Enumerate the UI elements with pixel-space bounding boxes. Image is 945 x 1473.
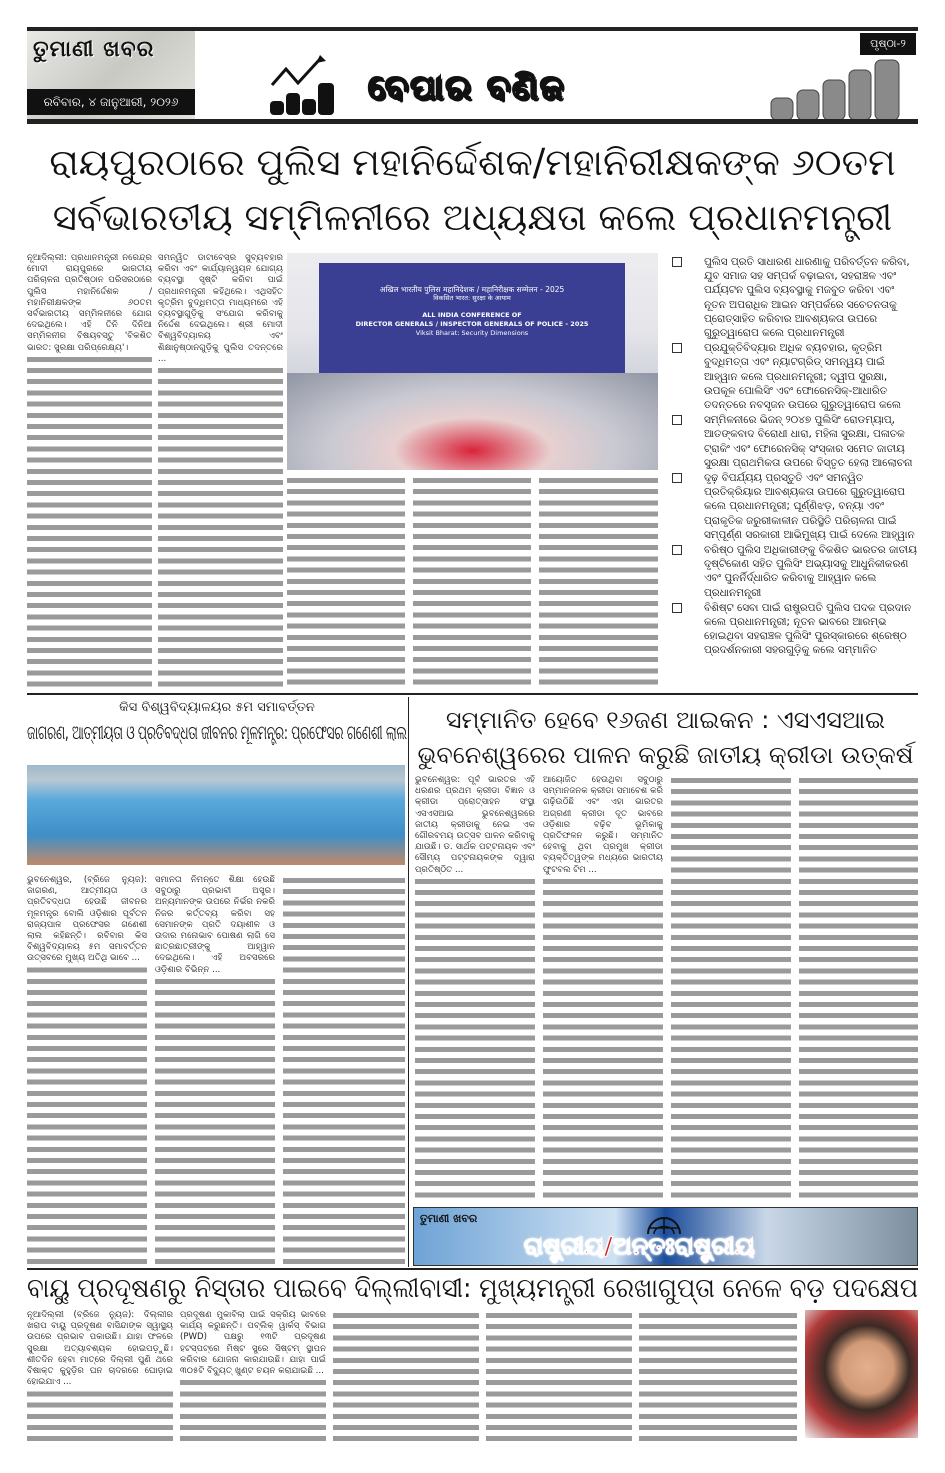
ssai-column-1: [415, 775, 535, 1200]
key-point-text: ପ୍ରଯୁକ୍ତିବିଦ୍ୟାର ଅଧିକ ବ୍ୟବହାର, କୃତ୍ରିମ ବୁଦ୍ଧିମତ୍ତା ଏବଂ ନ୍ୟାଟଗ୍ରିଡ୍ ସମନ୍ୱୟ ପାଇଁ ଆହ୍ୱାନ କଲେ ପ୍ରଧାନମନ୍ତ୍ରୀ; ଦ୍ୱୀପ ସୁରକ୍ଷା, ଉପକୂଳ ପୋଲିସିଂ ଏବଂ ଫୋରେନସିକ୍-ଆଧାରିତ ତଦନ୍ତରେ ନବସୃଜନ ଉପରେ ଗୁରୁତ୍ୱାରୋପ କଲେ: [704, 342, 901, 412]
lead-column-5: [539, 475, 658, 688]
key-point-text: ବରିଷ୍ଠ ପୁଲିସ ଅଧିକାରୀଙ୍କୁ ବିକଶିତ ଭାରତର ଜାତୀୟ ଦୃଷ୍ଟିକୋଣ ସହିତ ପୁଲିସିଂ ଅଭ୍ୟାସକୁ ଆଧୁନିକୀକରଣ ଏବଂ ପୁନର୍ନିର୍ଦ୍ଧାରିତ କରିବାକୁ ଆହ୍ୱାନ କଲେ ପ୍ରଧାନମନ୍ତ୍ରୀ: [704, 544, 917, 599]
coin-stacks-image: [765, 58, 918, 120]
delhi-column-1: [27, 1310, 173, 1445]
key-point: [670, 341, 918, 412]
delhi-column-5: [639, 1310, 797, 1445]
key-point: [670, 413, 918, 470]
banner-english-line-3: Viksit Bharat: Security Dimensions: [415, 329, 529, 337]
growth-chart-coins-icon: [268, 55, 348, 117]
ssai-paragraph: ଆୟୋଜିତ ହେଉଥିବା ସବୁଠାରୁ ସମ୍ମାନଜନକ କ୍ରୀଡା ସମାବେଶ କରି ଗଢ଼ିଉଠିଛି ଏବଂ ଏହା ଭାରତର ଅଗ୍ରଣୀ କ୍ରୀଡା ଦୂତ ଭାବରେ ଓଡ଼ିଶାର ବଢ଼ିବ ଭୂମିକାକୁ ପ୍ରତିଫଳନ କରୁଛି। ସମ୍ମାନିତ ହେବାକୁ ଥିବା ପ୍ରମୁଖ କ୍ରୀଡା ବ୍ୟକ୍ତିତ୍ୱଙ୍କ ମଧ୍ୟରେ ଭାରତୀୟ ଫୁଟବଲ ଟିମ ...: [543, 775, 663, 875]
banner-hindi-subtitle: विकसित भारत: सुरक्षा के आयाम: [433, 294, 511, 302]
section-divider: [27, 693, 918, 695]
lead-headline-line-1: ରାୟପୁରଠାରେ ପୁଲିସ ମହାନିର୍ଦ୍ଦେଶକ/ମହାନିରୀକ୍ଷକଙ୍କ ୬୦ତମ: [49, 141, 896, 184]
conference-photo: [287, 253, 658, 470]
key-point-text: ବିଶିଷ୍ଟ ସେବା ପାଇଁ ରାଷ୍ଟ୍ରପତି ପୁଲିସ ପଦକ ପ୍ରଦାନ କଲେ ପ୍ରଧାନମନ୍ତ୍ରୀ; ନୂତନ ଭାବରେ ଆରମ୍ଭ ହୋଇଥିବା ସହରାଞ୍ଚଳ ପୁଲିସିଂ ପୁରସ୍କାରରେ ଶ୍ରେଷ୍ଠ ପ୍ରଦର୍ଶନକାରୀ ସହରଗୁଡ଼ିକୁ କଲେ ସମ୍ମାନିତ: [704, 601, 912, 657]
national-international-banner: [413, 1207, 918, 1266]
convocation-kicker: କିସ ବିଶ୍ୱବିଦ୍ୟାଳୟର ୫ମ ସମାବର୍ତ୍ତନ: [119, 700, 315, 715]
lead-headline-line-2: ସର୍ବଭାରତୀୟ ସମ୍ମିଳନୀରେ ଅଧ୍ୟକ୍ଷତା କଲେ ପ୍ରଧାନମନ୍ତ୍ରୀ: [52, 196, 893, 239]
convocation-column-2: [155, 875, 275, 1265]
banner-english-line-1: ALL INDIA CONFERENCE OF: [422, 311, 522, 319]
convocation-headline: ଜାଗରଣ, ଆତ୍ମୀୟତା ଓ ପ୍ରତିବଦ୍ଧତା ଜୀବନର ମୂଳମନ୍ତ୍ର: ପ୍ରଫେସର ଗଣେଶୀ ଲାଲ: [27, 722, 407, 744]
delhi-column-2: [180, 1310, 326, 1445]
convocation-paragraph: ଭୁବନେଶ୍ୱର, (ବ୍ରିଜେ ନ୍ୟୁଜ): ଜାଗରଣ, ଆତ୍ମୀୟତା ଓ ପ୍ରତିବଦ୍ଧତା ହେଉଛି ଜୀବନର ମୂଳମନ୍ତ୍ର ବୋଲି ଓଡ଼ିଶାର ପୂର୍ବତନ ରାଜ୍ୟପାଳ ପ୍ରଫେସର ଗଣେଶୀ ଲାଲ କହିଛନ୍ତି। ରବିବାର କିସ ବିଶ୍ୱବିଦ୍ୟାଳୟ ୫ମ ସମାବର୍ତ୍ତନ ଉତ୍ସବରେ ମୁଖ୍ୟ ଅତିଥି ଭାବେ ...: [27, 875, 147, 964]
convocation-paragraph: ସମାନତା ନିମନ୍ତେ ଶିକ୍ଷା ହେଉଛି ସବୁଠାରୁ ପ୍ରଭାବୀ ଅସ୍ତ୍ର। ଅନ୍ୟମାନଙ୍କ ଉପରେ ନିର୍ଭର ନକରି ନିଜର କର୍ତ୍ତବ୍ୟ କରିବା ସହ ସେମାନଙ୍କ ପ୍ରତି ଦୟାଶୀଳ ଓ ଉଦାର ମନୋଭାବ ପୋଷଣ ଲାଗି ସେ ଛାତ୍ରଛାତ୍ରୀଙ୍କୁ ଆହ୍ୱାନ ଦେଇଥିଲେ। ଏହି ଅବସରରେ ଓଡ଼ିଶାର ବିଭିନ୍ନ ...: [155, 875, 275, 975]
ssai-headline-line-2: ଭୁବନେଶ୍ୱରେର ପାଳନ କରୁଛି ଜାତୀୟ କ୍ରୀଡା ଉତ୍କର୍ଷ: [417, 741, 914, 769]
key-point: [670, 543, 918, 600]
masthead-bottom-rule: [27, 119, 918, 124]
lead-paragraph: ସମନ୍ୱିତ ଡାଟାବେସ୍‌ର ସୁବ୍ୟବହାର କରିବା ଏବଂ କାର୍ଯ୍ୟାନ୍ୱୟନ ଯୋଗ୍ୟ ବ୍ୟବସ୍ଥା ସୃଷ୍ଟି କରିବା ପାଇଁ ପ୍ରଧାନମନ୍ତ୍ରୀ କହିଥିଲେ। ଏଥିସହିତ କୃତ୍ରିମ ବୁଦ୍ଧିମତ୍ତା ମାଧ୍ୟମରେ ଏହି ବ୍ୟବସ୍ଥାଗୁଡ଼ିକୁ ସଂଯୋଗ କରିବାକୁ ନିର୍ଦ୍ଦେଶ ଦେଇଥିଲେ। ଶ୍ରୀ ମୋଦୀ ବିଶ୍ୱବିଦ୍ୟାଳୟ ଏବଂ ଶିକ୍ଷାନୁଷ୍ଠାନଗୁଡ଼ିକୁ ପୁଲିସ ତଦନ୍ତରେ ...: [158, 253, 283, 364]
banner-english-line-2: DIRECTOR GENERALS / INSPECTOR GENERALS OF POLICE - 2025: [355, 320, 589, 328]
ssai-column-4: [799, 775, 918, 1200]
lead-paragraph: ନୂଆଦିଲ୍ଲୀ: ପ୍ରଧାନମନ୍ତ୍ରୀ ନରେନ୍ଦ୍ର ମୋଦୀ ରାୟପୁରରେ ଭାରତୀୟ ପରିଚାଳନା ପ୍ରତିଷ୍ଠାନ ପରିସରଠାରେ ପୁଲିସ ମହାନିର୍ଦ୍ଦେଶକ / ମହାନିରୀକ୍ଷକଙ୍କ ୬୦ତମ ସର୍ବଭାରତୀୟ ସମ୍ମିଳନୀରେ ଯୋଗ ଦେଇଥିଲେ। ଏହି ତିନି ଦିନିଆ ସମ୍ମିଳନୀର ବିଷୟବସ୍ତୁ 'ବିକଶିତ ଭାରତ: ସୁରକ୍ଷା ପରିପ୍ରେକ୍ଷ୍ୟ'।: [27, 253, 152, 353]
ssai-headline-line-1: ସମ୍ମାନିତ ହେବେ ୧୬ଜଣ ଆଇକନ : ଏସଏସଆଇ: [445, 706, 886, 734]
convocation-photo: [27, 765, 405, 865]
newspaper-name: ତୁମାଣୀ ଖବର: [33, 37, 155, 62]
lead-column-3: [287, 475, 405, 688]
conference-table-flowers: [287, 373, 658, 470]
key-point-text: ପୁଲିସ ପ୍ରତି ସାଧାରଣ ଧାରଣାକୁ ପରିବର୍ତ୍ତନ କରିବା, ଯୁବ ସମାଜ ସହ ସମ୍ପର୍କ ବଢ଼ାଇବା, ସହରାଞ୍ଚଳ ଏବଂ ପର୍ଯ୍ୟଟନ ପୁଲିସ ବ୍ୟବସ୍ଥାକୁ ମଜବୁତ କରିବା ଏବଂ ନୂତନ ଅପରାଧିକ ଆଇନ ସମ୍ପର୍କରେ ସଚେତନତାକୁ ପ୍ରୋତ୍ସାହିତ କରିବାର ଆବଶ୍ୟକତା ଉପରେ ଗୁରୁତ୍ୱାରୋପ କଲେ ପ୍ରଧାନମନ୍ତ୍ରୀ: [704, 256, 910, 340]
delhi-paragraph: ପ୍ରଦୂଷଣ ମୁକାବିଲା ପାଇଁ ସକ୍ରିୟ ଭାବରେ କାର୍ଯ୍ୟ କରୁଛନ୍ତି। ପବ୍ଲିକ୍ ୱାର୍କସ୍ ବିଭାଗ (PWD) ପକ୍ଷରୁ ୧୩ଟି ପ୍ରଦୂଷଣ ହଟସ୍ପଟ୍‌ରେ ମିଷ୍ଟ ସ୍ପ୍ରେ ସିଷ୍ଟମ୍ ସ୍ଥାପନ କରିବାର ଯୋଜନା କାରଯାଉଛି। ଯାହା ପାଇଁ ୩୦୫ଟି ବିଦ୍ୟୁତ୍ ଖୁଣ୍ଟ ଚୟନ କରାଯାଇଛି ...: [180, 1310, 326, 1377]
banner-hindi-title: अखिल भारतीय पुलिस महानिदेशक / महानिरीक्षक सम्मेलन - 2025: [379, 285, 565, 294]
key-point-text: ସମ୍ମିଳନୀରେ ଭିଜନ୍ ୨୦୪୭ ପୁଲିସିଂ ରୋଡମ୍ୟାପ୍, ଆତଙ୍କବାଦ ବିରୋଧୀ ଧାରା, ମହିଳା ସୁରକ୍ଷା, ପଳାତକ ଟ୍ରାକିଂ ଏବଂ ଫୋରେନସିକ୍ ସଂସ୍କାର ସମେତ ଜାତୀୟ ସୁରକ୍ଷା ପ୍ରାଥମିକତା ଉପରେ ବିସ୍ତୃତ ହେଲା ଆଲୋଚନା: [704, 414, 913, 469]
key-points-list: [670, 255, 918, 659]
ssai-paragraph: ଭୁବନେଶ୍ୱର: ପୂର୍ବ ଭାରତର ଏହି ଧରଣର ପ୍ରଥମ କ୍ରୀଡା ବିଜ୍ଞାନ ଓ କ୍ରୀଡା ପ୍ରୋତ୍ସାହନ ସଂସ୍ଥା ଏସଏସଆଇ ଭୁବନେଶ୍ୱରରେ ଜାତୀୟ କ୍ରୀଡାକୁ ନେଇ ଏକ ଗୌରବମୟ ଉତ୍ସବ ପାଳନ କରିବାକୁ ଯାଉଛି। ଡ. ସାର୍ଥକ ପଟ୍ଟନାୟକ ଏବଂ ସୌମ୍ୟ ପଟ୍ଟନାୟକଙ୍କ ଦ୍ୱାରା ପ୍ରତିଷ୍ଠିତ ...: [415, 775, 535, 875]
banner-brand: ତୁମାଣୀ ଖବର: [420, 1212, 478, 1225]
page-number: ପୃଷ୍ଠା-୨: [860, 33, 916, 55]
checkbox-bullet-icon: [672, 473, 682, 483]
key-point: [670, 471, 918, 542]
conference-banner: [319, 263, 625, 373]
lead-column-4: [413, 475, 531, 688]
key-point-text: ଦୃଢ଼ ବିପର୍ଯ୍ୟୟ ପ୍ରସ୍ତୁତି ଏବଂ ସମନ୍ୱିତ ପ୍ରତିକ୍ରିୟାର ଆବଶ୍ୟକତା ଉପରେ ଗୁରୁତ୍ୱାରୋପ କଲେ ପ୍ରଧାନମନ୍ତ୍ରୀ; ଘୂର୍ଣ୍ଣିଝଡ଼, ବନ୍ୟା ଏବଂ ପ୍ରାକୃତିକ ଜରୁରୀକାଳୀନ ପରିସ୍ଥିତି ପରିଚାଳନା ପାଇଁ ସମ୍ପୂର୍ଣ୍ଣ ସରକାରୀ ଆଭିମୁଖ୍ୟ ପାଇଁ ଦେଲେ ଆହ୍ୱାନ: [704, 472, 915, 541]
convocation-column-3: [283, 875, 405, 1265]
delhi-column-4: [486, 1310, 632, 1445]
checkbox-bullet-icon: [672, 545, 682, 555]
checkbox-bullet-icon: [672, 257, 682, 267]
chief-minister-photo: [805, 1310, 918, 1438]
key-point: [670, 601, 918, 658]
lead-column-2: [158, 253, 283, 688]
delhi-column-3: [333, 1310, 479, 1445]
checkbox-bullet-icon: [672, 343, 682, 353]
delhi-paragraph: ନୂଆଦିଲ୍ଲୀ (ବ୍ରିଜେ ନ୍ୟୁଜ): ଦିଲ୍ଲୀର ଖରାପ ବାୟୁ ପ୍ରଦୂଷଣ ବାସିନ୍ଦାଙ୍କ ସ୍ୱାସ୍ଥ୍ୟ ଉପରେ ପ୍ରଭାବ ପକାଉଛି। ଯାହା ଫଳରେ ସୁରକ୍ଷା ଅତ୍ୟାବଶ୍ୟକ ହୋଇପଡ଼ୁଛି। ଶୀତଦିନ ହେବା ମାତ୍ରେ ଦିଲ୍ଲୀ ପୁଣି ଥରେ ବିଷାକ୍ତ କୁହୁଡ଼ିର ଘନ ଚାଦରରେ ଘୋଡ଼ାଇ ହୋଇଯାଏ ...: [27, 1310, 173, 1388]
column-divider: [408, 697, 409, 1267]
ssai-column-2: [543, 775, 663, 1200]
issue-date: ରବିବାର, ୪ ଜାନୁଆରୀ, ୨୦୨୬: [27, 89, 195, 115]
lead-column-1: [27, 253, 152, 688]
checkbox-bullet-icon: [672, 603, 682, 613]
convocation-column-1: [27, 875, 147, 1265]
banner-title: ରାଷ୍ଟ୍ରୀୟ/ଅନ୍ତଃରାଷ୍ଟ୍ରୀୟ: [524, 1232, 755, 1260]
checkbox-bullet-icon: [672, 415, 682, 425]
delhi-headline: ବାୟୁ ପ୍ରଦୂଷଣରୁ ନିସ୍ତାର ପାଇବେ ଦିଲ୍ଲୀବାସୀ: ମୁଖ୍ୟମନ୍ତ୍ରୀ ରେଖାଗୁପ୍ତା ନେଳେ ବଡ଼ ପଦକ୍ଷେପ: [27, 1271, 918, 1307]
section-divider: [27, 1268, 918, 1270]
key-point: [670, 255, 918, 340]
ssai-column-3: [671, 775, 791, 1200]
masthead-brand-block: [27, 31, 195, 119]
section-title: ବେପାର ବଣିଜ: [368, 68, 566, 108]
globe-icon: [644, 1212, 684, 1234]
